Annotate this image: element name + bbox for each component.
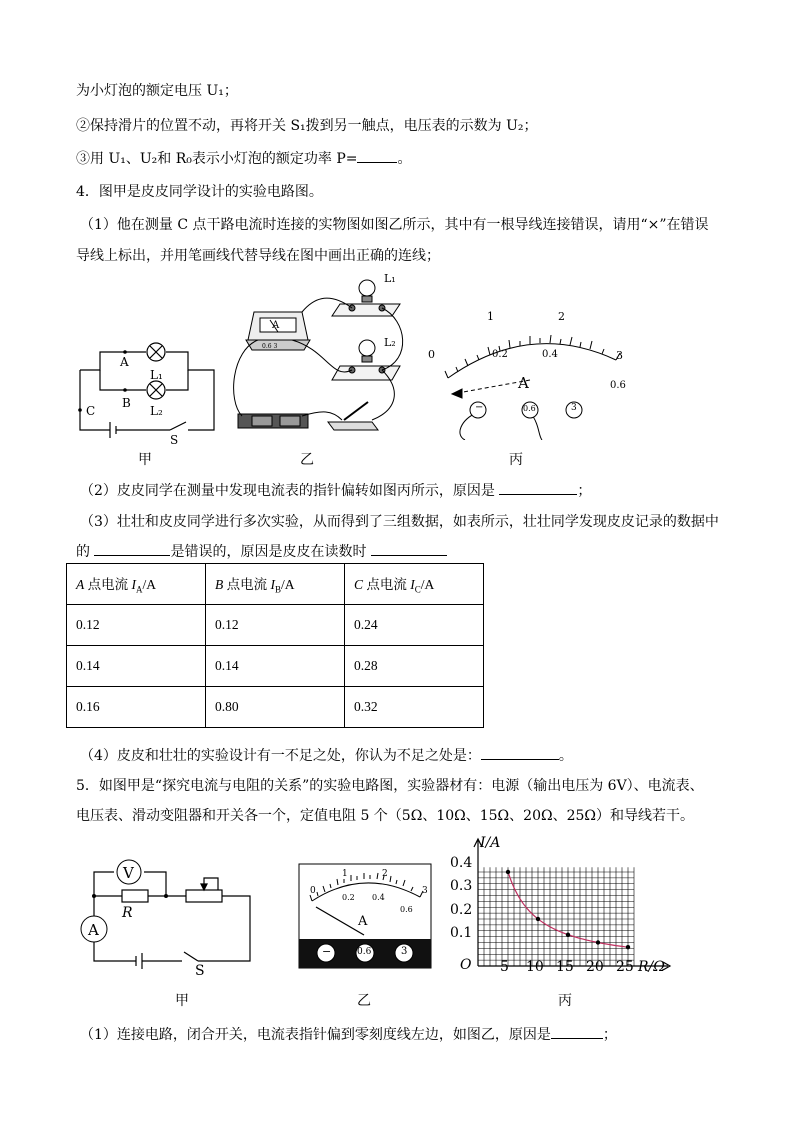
x-tick-label: 20	[586, 959, 604, 975]
ammeter-dial-bing	[430, 300, 640, 440]
resistor-R: R	[122, 905, 133, 921]
switch-S: S	[195, 963, 205, 979]
text-fragment: 是错误的，原因是皮皮在读数时	[170, 544, 367, 560]
answer-blank[interactable]	[357, 162, 397, 163]
y-tick-label: 0.3	[450, 878, 473, 894]
yi-label-L2: L₂	[384, 336, 396, 349]
text-line: （1）他在测量 C 点干路电流时连接的实物图如图乙所示，其中有一根导线连接错误，请用“×”在错误	[80, 217, 709, 233]
text-fragment: ；	[577, 483, 592, 499]
text-fragment: 。	[397, 151, 412, 167]
circuit-jia2-figure	[76, 856, 256, 976]
text-line: 导线上标出，并用笔画线代替导线在图中画出正确的连线；	[76, 248, 440, 264]
yi-ammeter-A: A	[272, 320, 280, 331]
text-fragment: （1）连接电路，闭合开关，电流表指针偏到零刻度线左边，如图乙，原因是	[80, 1027, 551, 1043]
t-0.6: 0.6	[357, 947, 372, 957]
table-cell: 0.14	[67, 646, 206, 687]
origin-label: O	[460, 957, 472, 973]
table-header: C 点电流 $I_C/A$	[345, 564, 484, 605]
table-row	[67, 605, 484, 646]
label-B: B	[122, 396, 131, 410]
table-cell: 0.14	[206, 646, 345, 687]
dial-1: 1	[487, 310, 494, 323]
dial-0.2: 0.2	[492, 349, 508, 360]
terminal-minus: −	[475, 402, 484, 413]
question-5-title: 5．如图甲是“探究电流与电阻的关系”的实验电路图，实验器材有：电源（输出电压为 6V）、电流表、	[76, 778, 704, 794]
circuit-yi-figure	[232, 270, 422, 440]
answer-blank[interactable]	[371, 555, 447, 556]
dial-0.4: 0.4	[542, 349, 558, 360]
table-cell: 0.16	[67, 687, 206, 728]
data-point	[596, 940, 600, 944]
table-row	[67, 687, 484, 728]
dial-0: 0	[428, 348, 435, 361]
label-S: S	[170, 433, 179, 447]
m-0: 0	[310, 886, 316, 896]
dial-0.6: 0.6	[610, 380, 626, 391]
ammeter-A: A	[88, 921, 99, 939]
m-0.6: 0.6	[400, 905, 413, 914]
text-fragment: 的	[76, 544, 90, 560]
data-point	[566, 933, 570, 937]
table-row	[67, 646, 484, 687]
yi-ammeter-range: 0.6 3	[262, 343, 278, 350]
table-cell: 0.32	[345, 687, 484, 728]
question-4-title: 4．图甲是皮皮同学设计的实验电路图。	[76, 184, 323, 200]
caption2-bing: 丙	[558, 993, 572, 1009]
x-tick-label: 15	[556, 959, 574, 975]
table-header: B 点电流 $I_B/A$	[206, 564, 345, 605]
voltmeter-V: V	[123, 864, 134, 882]
table-header: A 点电流 $I_A/A$	[67, 564, 206, 605]
text-fragment: ；	[602, 1027, 617, 1043]
text-line	[80, 745, 573, 765]
caption2-yi: 乙	[357, 993, 371, 1009]
text-line: 电压表、滑动变阻器和开关各一个，定值电阻 5 个（5Ω、10Ω、15Ω、20Ω、25Ω）和导线若干。	[76, 808, 695, 824]
y-tick-label: 0.2	[450, 902, 473, 918]
m-3: 3	[422, 886, 428, 896]
table-header-row	[67, 564, 484, 605]
data-point	[536, 917, 540, 921]
text-line: （3）壮壮和皮皮同学进行多次实验，从而得到了三组数据，如表所示，壮壮同学发现皮皮记录的数据中	[80, 514, 719, 530]
label-L1: L₁	[150, 368, 163, 382]
label-A: A	[120, 355, 129, 369]
y-axis-label: I/A	[480, 835, 501, 851]
m-unit-A: A	[358, 914, 368, 929]
label-C: C	[86, 404, 96, 418]
data-point	[626, 945, 630, 949]
caption-jia: 甲	[138, 452, 152, 468]
answer-blank[interactable]	[481, 759, 559, 760]
caption-yi: 乙	[300, 452, 314, 468]
text-fragment: （4）皮皮和壮壮的实验设计有一不足之处，你认为不足之处是：	[80, 748, 481, 764]
terminal-0.6: 0.6	[523, 404, 536, 413]
y-tick-label: 0.4	[450, 855, 473, 871]
x-axis-label: R/Ω	[638, 959, 665, 975]
answer-blank[interactable]	[551, 1038, 603, 1039]
yi-label-L1: L₁	[384, 272, 396, 285]
m-0.2: 0.2	[342, 893, 355, 902]
table-cell: 0.24	[345, 605, 484, 646]
data-table	[66, 563, 484, 728]
text-fragment: ③用 U₁、U₂和 R₀表示小灯泡的额定功率 P=	[76, 151, 358, 167]
text-line: ②保持滑片的位置不动，再将开关 S₁拨到另一触点，电压表的示数为 U₂；	[76, 118, 538, 134]
y-tick-label: 0.1	[450, 925, 473, 941]
m-2: 2	[382, 869, 388, 879]
text-line	[76, 148, 411, 168]
table-cell: 0.80	[206, 687, 345, 728]
data-point	[506, 870, 510, 874]
x-tick-label: 5	[500, 959, 509, 975]
text-line	[76, 541, 447, 561]
table-cell: 0.12	[206, 605, 345, 646]
t-3: 3	[401, 946, 408, 957]
text-line: 为小灯泡的额定电压 U₁；	[76, 83, 238, 99]
label-L2: L₂	[150, 404, 163, 418]
table-cell: 0.28	[345, 646, 484, 687]
dial-2: 2	[558, 310, 565, 323]
dial-unit-A: A	[518, 374, 529, 392]
x-tick-label: 25	[616, 959, 634, 975]
caption2-jia: 甲	[175, 993, 189, 1009]
m-0.4: 0.4	[372, 893, 385, 902]
text-line	[80, 480, 591, 500]
answer-blank[interactable]	[94, 555, 170, 556]
caption-bing: 丙	[509, 452, 523, 468]
circuit-jia-figure	[70, 340, 220, 440]
table-cell: 0.12	[67, 605, 206, 646]
x-tick-label: 10	[526, 959, 544, 975]
text-fragment: 。	[558, 748, 573, 764]
t-minus: −	[322, 945, 332, 958]
dial-3: 3	[616, 349, 623, 362]
answer-blank[interactable]	[499, 494, 577, 495]
terminal-3: 3	[571, 403, 577, 413]
text-fragment: （2）皮皮同学在测量中发现电流表的指针偏转如图丙所示，原因是	[80, 483, 495, 499]
m-1: 1	[342, 869, 348, 879]
text-line	[80, 1024, 617, 1044]
